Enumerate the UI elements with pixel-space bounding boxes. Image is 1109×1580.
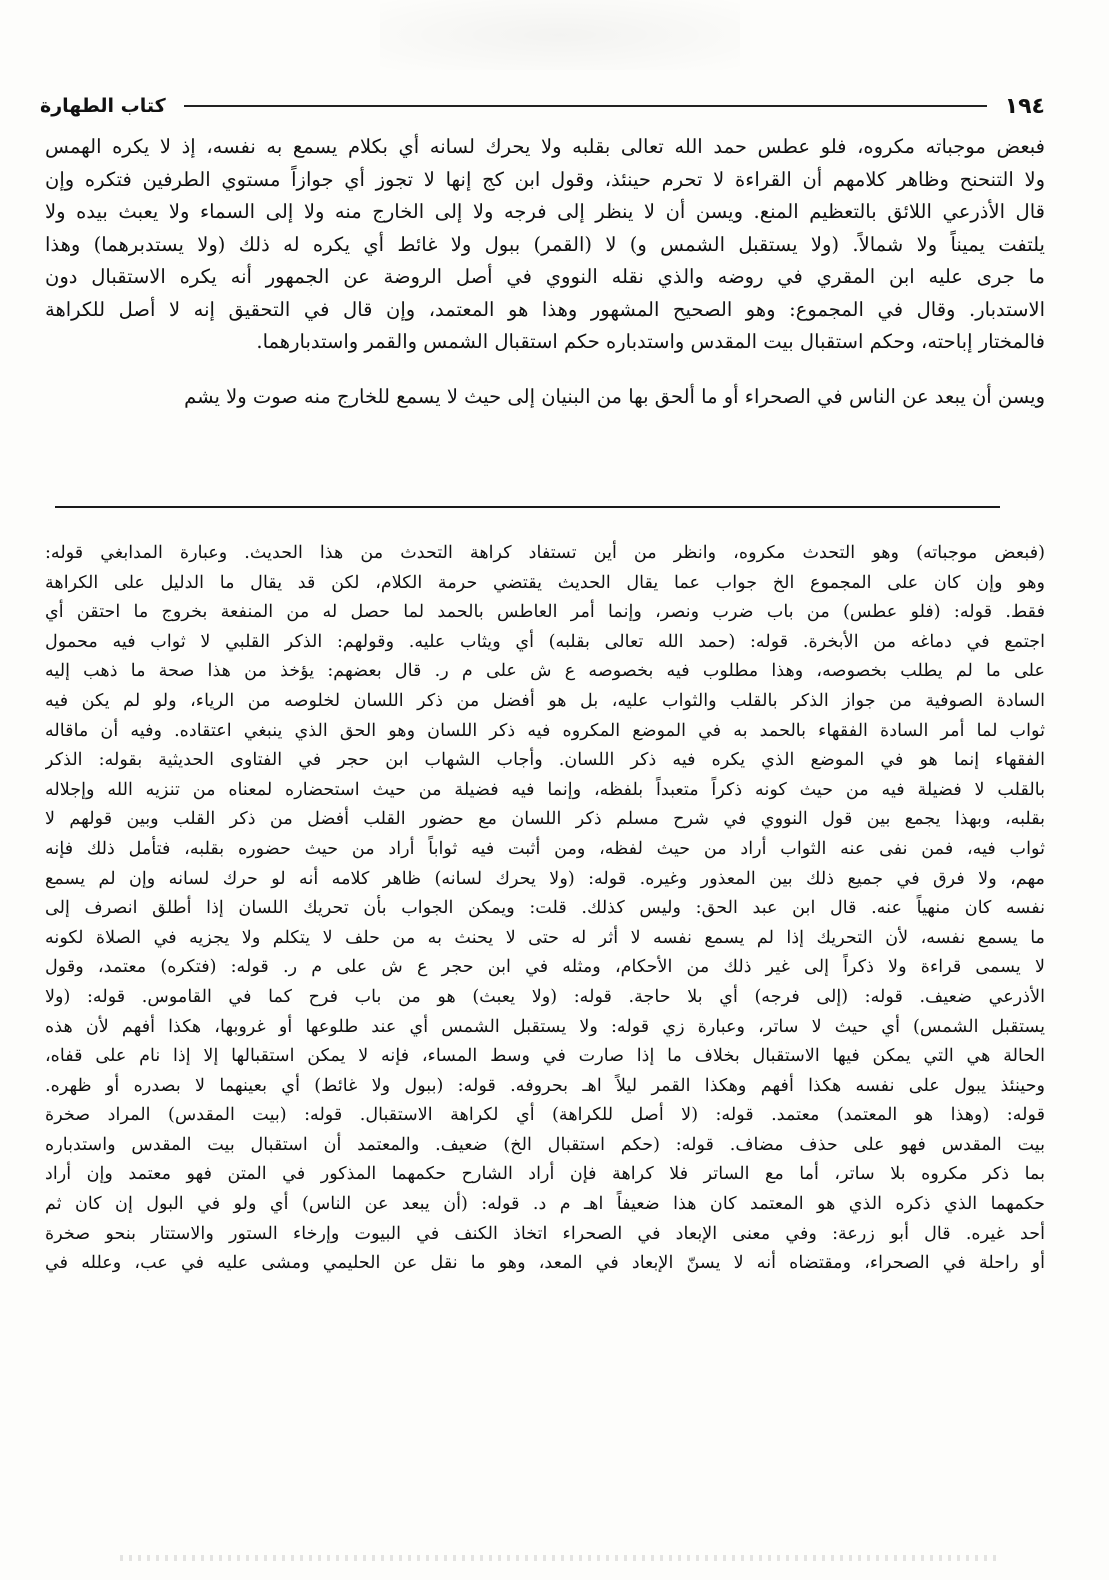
note-line: على ما لم يطلب بخصوصه، وهذا مطلوب فيه بخصوصه ع ش على م ر. قال بعضهم: يؤخذ من هذا صحة ما ذهب إليه (45, 661, 1045, 682)
header-rule (184, 105, 987, 107)
note-line: مهم، ولا فرق في جميع ذلك بين المعذور وغيره. قوله: (ولا يحرك لسانه) ظاهر كلامه أنه لو حرك لسانه وإن لم يسمع (45, 868, 1045, 889)
note-line: الحالة هي التي يمكن فيها الاستقبال بخلاف ما إذا صارت في وسط المساء، فإنه لا يمكن استقبالها إلا إذا نام على قفاه، (45, 1046, 1045, 1067)
main-text-line: فالمختار إباحته، وحكم استقبال بيت المقدس واستدباره حكم استقبال الشمس والقمر واستدبارهما. (256, 330, 1045, 353)
note-line: فقط. قوله: (فلو عطس) من باب ضرب ونصر، وإنما أمر العاطس بالحمد لما حصل له من المنفعة بخروج ما احتقن أي (45, 602, 1045, 623)
note-line: (فبعض موجباته) وهو التحدث مكروه، وانظر من أين تستفاد كراهة التحدث من هذا الحديث. وعبارة المدابغي قوله: (45, 543, 1045, 563)
note-line: نفسه كان منهياً عنه. قال ابن عبد الحق: وليس كذلك. قلت: ويمكن الجواب بأن تحريك اللسان إذا أطلق انصرف إلى (45, 898, 1045, 919)
footnote-divider (55, 506, 1000, 508)
note-line: السادة الصوفية من جواز الذكر بالقلب والثواب عليه، بل هو أفضل من ذكر اللسان لخلوصه من الرياء، ولو لم يكن فيه (45, 690, 1045, 711)
note-line: الأذرعي ضعيف. قوله: (إلى فرجه) أي بلا حاجة. قوله: (ولا يعبث) هو من باب فرح كما في القاموس. قوله: (ولا (45, 986, 1045, 1007)
note-line: حكمهما الذي ذكره الذي هو المعتمد كان هذا ضعيفاً اهـ م د. قوله: (أن يبعد عن الناس) أي ولو في البول إن كان ثم (45, 1194, 1045, 1215)
main-text-line: يلتفت يميناً ولا شمالاً. (ولا يستقبل الشمس و) لا (القمر) ببول ولا غائط أي يكره له ذلك (ولا يستدبرهما) وهذا (45, 232, 1045, 256)
main-text-line: ما جرى عليه ابن المقري في روضه والذي نقله النووي في أصل الروضة عن الجمهور أنه يكره الاستقبال دون (45, 265, 1045, 288)
note-line: بقلبه، وبهذا يجمع بين قول النووي في شرح مسلم ذكر اللسان مع حضور القلب أفضل من ذكر القلب وبين قولهم لا (45, 809, 1045, 830)
note-line: الفقهاء إنما هو في الموضع الذي يكره فيه ذكر اللسان. وأجاب الشهاب ابن حجر في الفتاوى الحديثية بقوله: الذكر (45, 750, 1045, 771)
note-line: ما يسمع نفسه، لأن التحريك إذا لم يسمع نفسه لا أثر له حتى لا يحنث به من حلف لا يتكلم ولا يجزيه في الصلاة لكونه (45, 927, 1045, 948)
note-line: لا يسمى قراءة ولا ذكراً إلى غير ذلك من الأحكام، ومثله في ابن حجر ع ش على م ر. قوله: (فتكره) معتمد، وقول (45, 957, 1045, 978)
main-text-line: ولا التنحنح وظاهر كلامهم أن القراءة لا تحرم حينئذ، وقول ابن كج إنها لا تجوز أي جوازاً مستوي الطرفين فتكره وإن (45, 167, 1045, 191)
note-line: ثواب لما أمر السادة الفقهاء بالحمد به في الموضع المكروه فيه ذكر اللسان وهو الحق الذي ينبغي اعتقاده. وفيه أن ماقاله (45, 720, 1045, 741)
note-line: بالقلب لا فضيلة فيه من حيث كونه ذكراً متعبداً بلفظه، وإنما فيه فضيلة من حيث استحضاره لمعناه من تنزيه الله وإجلاله (45, 779, 1045, 800)
note-line: يستقبل الشمس) أي حيث لا ساتر، وعبارة زي قوله: ولا يستقبل الشمس أي عند طلوعها أو غروبها، هكذا أفهم لأن هذه (45, 1016, 1045, 1037)
note-line: ثواب فيه، فمن نفى عنه الثواب أراد من حيث لفظه، ومن أثبت فيه ثواباً أراد من حيث حضوره بقلبه، فتأمل ذلك فإنه (45, 838, 1045, 859)
main-text (45, 131, 1045, 413)
note-line: قوله: (وهذا هو المعتمد) معتمد. قوله: (لا أصل للكراهة) أي لكراهة الاستقبال. قوله: (بيت المقدس) المراد صخرة (45, 1105, 1045, 1126)
main-text-line: فبعض موجباته مكروه، فلو عطس حمد الله تعالى بقلبه ولا يحرك لسانه أي بكلام يسمع به نفسه، إذ لا يكره الهمس (45, 135, 1045, 158)
main-text-line: ويسن أن يبعد عن الناس في الصحراء أو ما ألحق بها من البنيان إلى حيث لا يسمع للخارج منه صوت ولا يشم (184, 384, 1045, 408)
book-title: كتاب الطهارة (40, 95, 166, 117)
page-header (40, 92, 1045, 120)
note-line: اجتمع في دماغه من الأبخرة. قوله: (حمد الله تعالى بقلبه) أي ويثاب عليه. وقولهم: الذكر القلبي لا ثواب فيه محمول (45, 631, 1045, 652)
note-line: بيت المقدس فهو على حذف مضاف. قوله: (حكم استقبال الخ) ضعيف. والمعتمد أن استقبال بيت المقدس واستدباره (45, 1134, 1045, 1155)
note-line: وحينئذ يبول على نفسه هكذا أفهم وهكذا القمر ليلاً اهـ بحروفه. قوله: (ببول ولا غائط) أي بعينهما لا بصدره أو ظهره. (45, 1075, 1045, 1096)
note-line: أحد غيره. قال أبو زرعة: وفي معنى الإبعاد في الصحراء اتخاذ الكنف في البيوت وإرخاء الستور والاستتار بنحو صخرة (45, 1223, 1045, 1244)
note-line: بما ذكر مكروه بلا ساتر، أما مع الساتر فلا كراهة فإن أراد الشارح حكمهما المذكور في المتن فهو معتمد وإن أراد (45, 1164, 1045, 1185)
commentary-notes (45, 539, 1045, 1279)
main-text-line: الاستدبار. وقال في المجموع: وهو الصحيح المشهور وهذا هو المعتمد، وإن قال في التحقيق إنه لا أصل للكراهة (45, 297, 1045, 321)
note-line: وهو وإن كان على المجموع الخ جواب عما يقال الحديث يقتضي حرمة الكلام، لكن قد يقال ما الدليل على الكراهة (45, 572, 1045, 593)
main-text-line: قال الأذرعي اللائق بالتعظيم المنع. ويسن أن لا ينظر إلى فرجه ولا إلى الخارج منه ولا إلى السماء ولا يعبث بيده ولا (45, 200, 1045, 223)
scan-artifact (120, 1555, 1000, 1561)
scan-artifact (380, 0, 740, 70)
note-line: أو راحلة في الصحراء، ومقتضاه أنه لا يسنّ الإبعاد في المعد، وهو ما نقل عن الحليمي ومشى عليه في عب، وعلله في (45, 1253, 1045, 1274)
paragraph-gap (45, 359, 1045, 381)
page-number: ١٩٤ (1004, 93, 1045, 119)
